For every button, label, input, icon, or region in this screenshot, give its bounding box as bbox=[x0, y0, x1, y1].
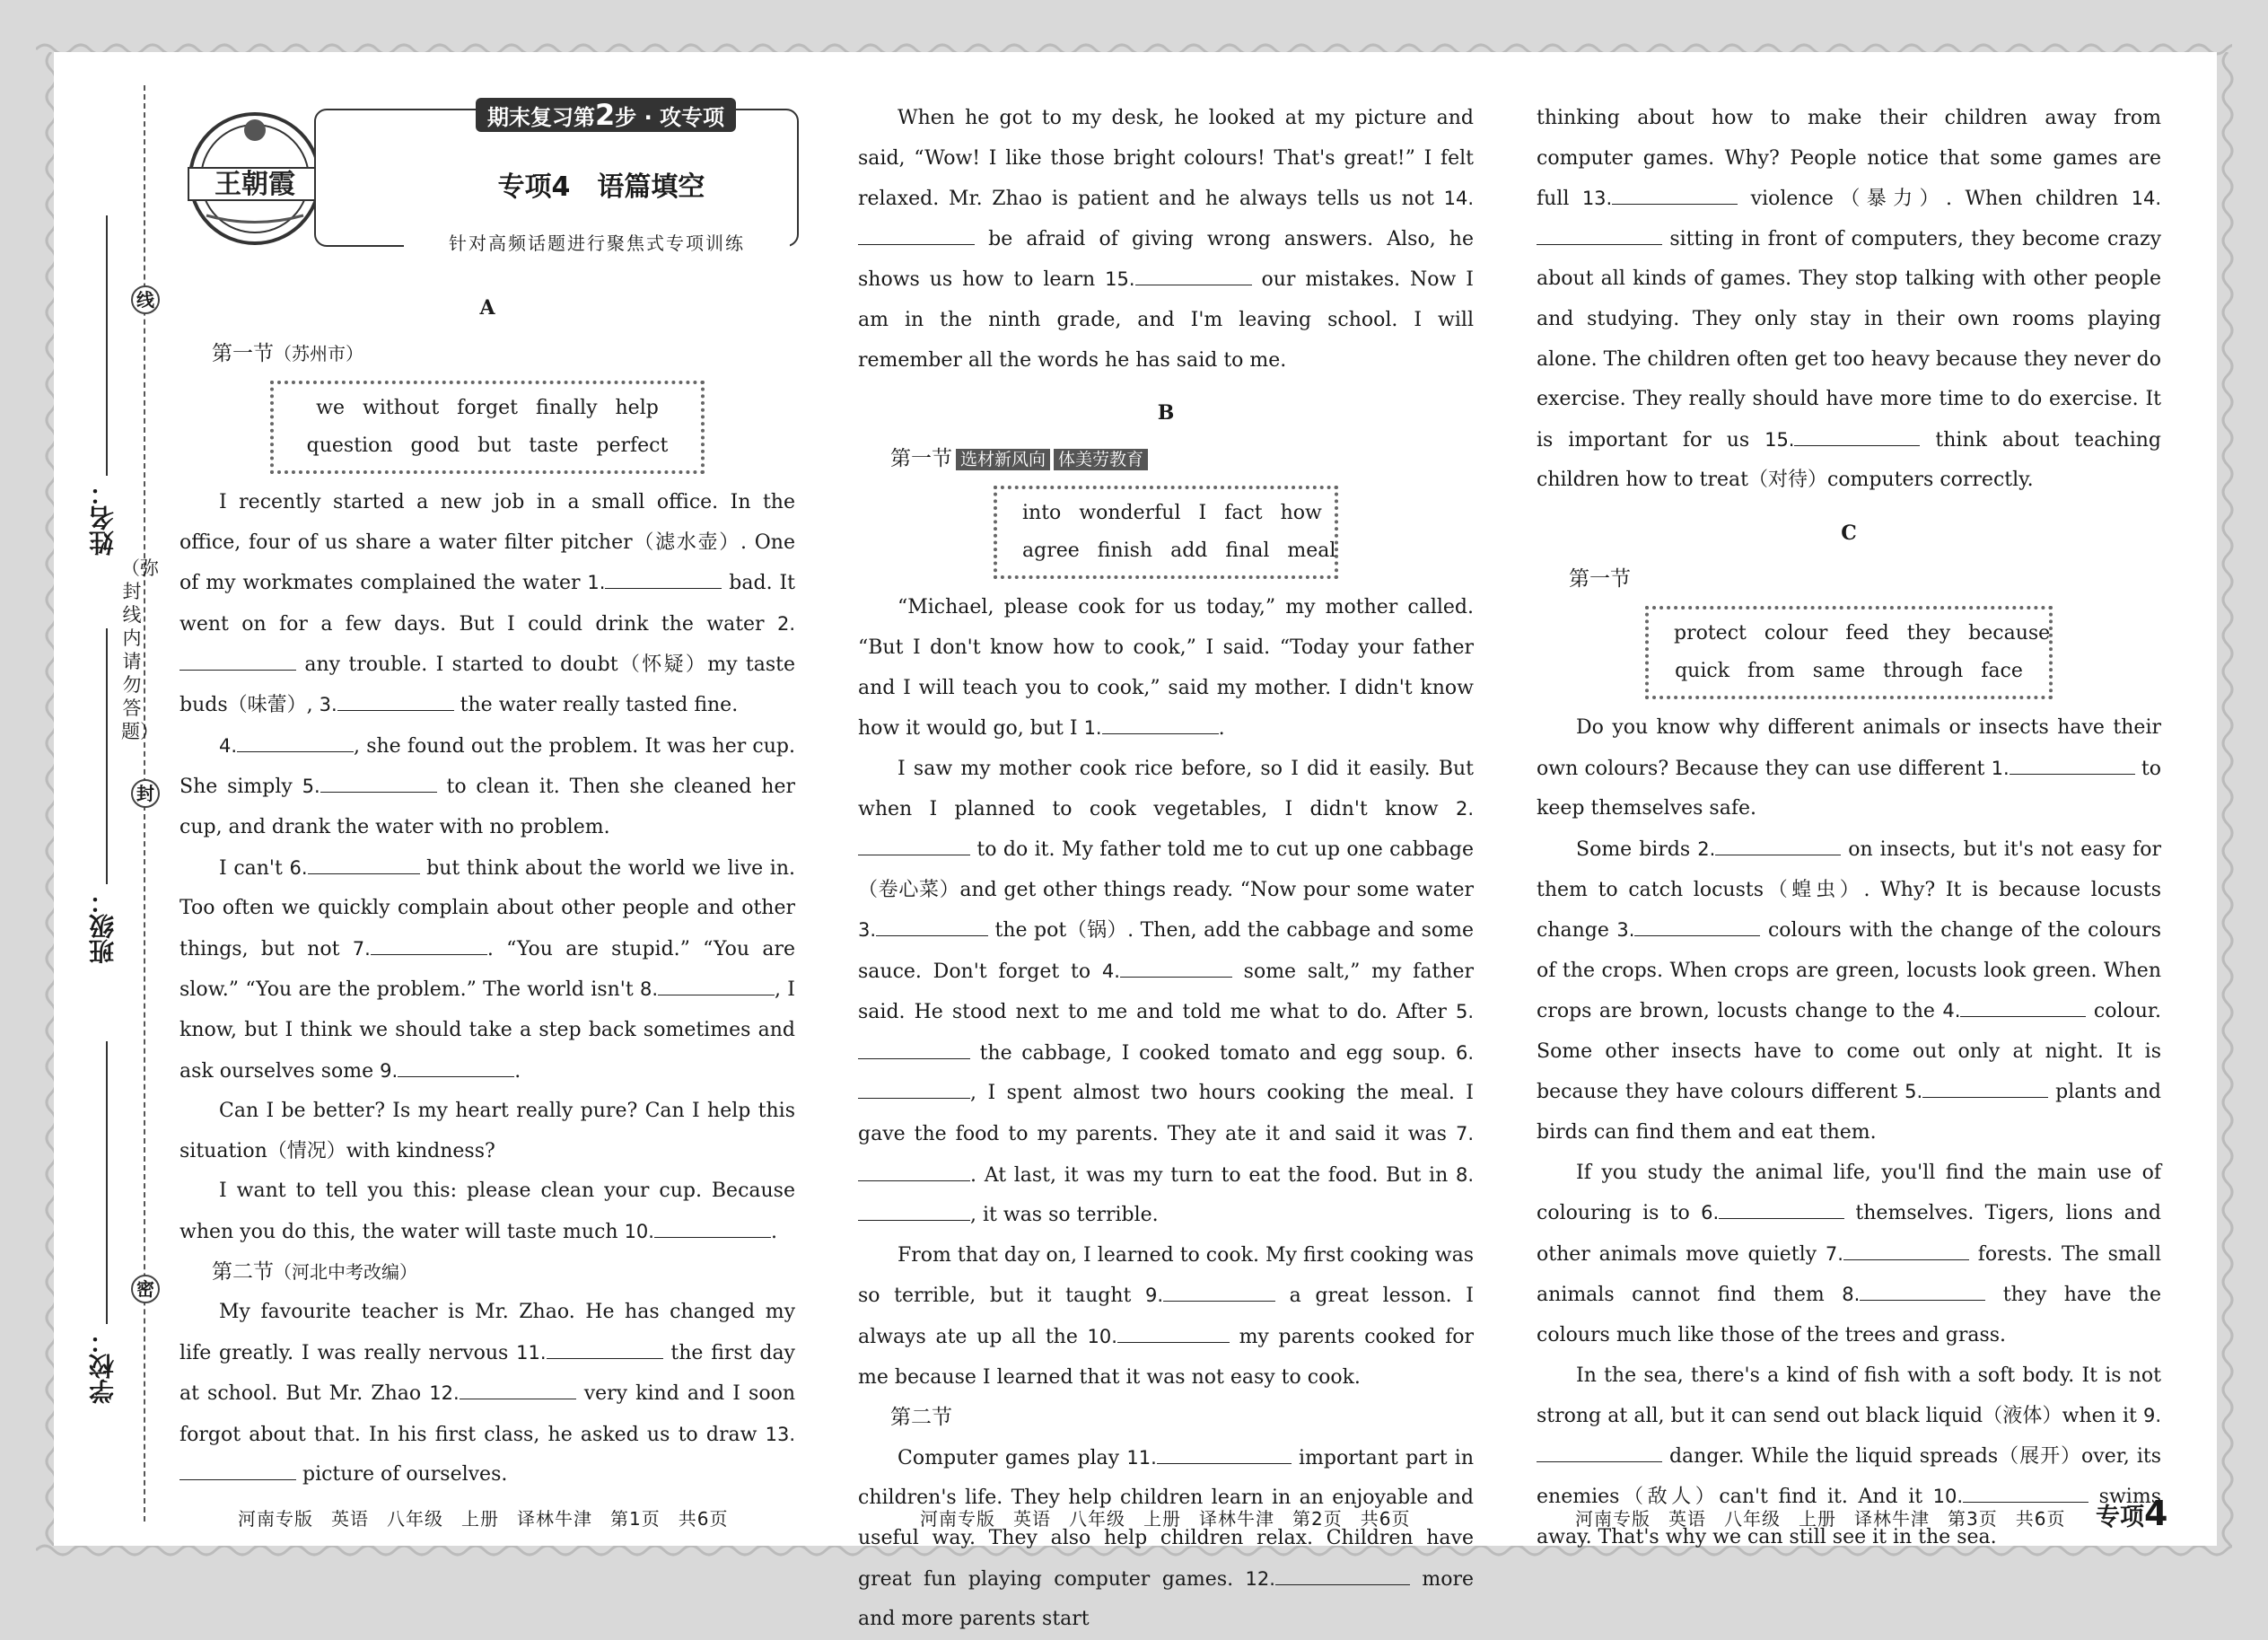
page-title: 专项4 语篇填空 bbox=[497, 171, 705, 203]
answer-blank[interactable] bbox=[858, 835, 970, 855]
passage-paragraph: Computer games play 11. important part in children's life. They help children learn in an enjoyable and useful way. They also help children relax. Children have great fun playing computer games. 12. more and more parents start bbox=[858, 1438, 1474, 1640]
word-bank-b bbox=[994, 486, 1338, 579]
binding-note: （弥封线内请勿答题） bbox=[121, 557, 159, 742]
answer-blank[interactable] bbox=[1715, 835, 1841, 855]
passage-paragraph: My favourite teacher is Mr. Zhao. He has changed my life greatly. I was really nervous 11. the first day at school. But Mr. Zhao 12. very kind and I soon forgot about that. In his first class, he asked us to draw 13. picture of ourselves. bbox=[180, 1301, 795, 1487]
answer-blank[interactable] bbox=[460, 1379, 576, 1399]
passage-paragraph: When he got to my desk, he looked at my picture and said, “Wow! I like those bright colours! That's great!” I felt relaxed. Mr. Zhao is patient and he always tells us not 14. be afraid of giving wrong answers. Also, he shows us how to learn 15. our mistakes. Now I am in the ninth grade, and I'm leaving school. I will remember all the words he has said to me. bbox=[858, 107, 1474, 372]
answer-blank[interactable] bbox=[371, 934, 487, 955]
answer-blank[interactable] bbox=[876, 916, 988, 936]
binding-mark-seal: 封 bbox=[131, 779, 160, 808]
answer-blank[interactable] bbox=[1963, 1482, 2088, 1503]
name-label: 姓名： bbox=[88, 480, 118, 556]
answer-blank[interactable] bbox=[1157, 1443, 1292, 1464]
school-label: 学校： bbox=[88, 1329, 118, 1404]
answer-blank[interactable] bbox=[1135, 265, 1252, 285]
answer-blank[interactable] bbox=[547, 1338, 663, 1359]
answer-blank[interactable] bbox=[1102, 714, 1219, 734]
page-footer-1: 河南专版 英语 八年级 上册 译林牛津 第1页 共6页 bbox=[238, 1508, 729, 1530]
passage-paragraph: 4. , she found out the problem. It was her cup. She simply 5. to clean it. Then she cleaned her cup, and drank the water with no problem. bbox=[180, 726, 795, 848]
section-a-part2-heading: 第二节（河北中考改编） bbox=[212, 1260, 417, 1285]
page-subtitle: 针对高频话题进行聚焦式专项训练 bbox=[404, 229, 790, 255]
answer-blank[interactable] bbox=[320, 772, 437, 793]
answer-blank[interactable] bbox=[237, 732, 354, 752]
answer-blank[interactable] bbox=[1163, 1281, 1275, 1302]
binding-mark-dense: 密 bbox=[131, 1275, 160, 1303]
answer-blank[interactable] bbox=[337, 690, 454, 711]
word-bank-a bbox=[270, 381, 705, 474]
word-bank-row-1: we without forget finally help bbox=[316, 397, 659, 420]
answer-blank[interactable] bbox=[858, 1039, 970, 1059]
column-2 bbox=[858, 99, 1474, 1640]
answer-blank[interactable] bbox=[1719, 1198, 1844, 1219]
page-footer-3: 河南专版 英语 八年级 上册 译林牛津 第3页 共6页 bbox=[1575, 1508, 2066, 1530]
passage-paragraph: I recently started a new job in a small office. In the office, four of us share a water filter pitcher（滤水壶）. One of my workmates complained the water 1. bad. It went on for a few days. But I could drink the water 2. any trouble. I started to doubt（怀疑）my taste buds（味蕾）, 3. the water really tasted fine. bbox=[180, 491, 795, 717]
passage-paragraph: I saw my mother cook rice before, so I did it easily. But when I planned to cook vegetables, I didn't know 2. to do it. My father told me to cut up one cabbage（卷心菜）and get other things ready. “Now pour some water 3. the pot（锅）. Then, add the cabbage and some sauce. Don't forget to 4. some salt,” my father said. He stood next to me and told me what to do. After 5. the cabbage, I cooked tomato and egg soup. 6., I spent almost two hours cooking the meal. I gave the food to my parents. They ate it and said it was 7.. At last, it was my turn to eat the food. But in 8., it was so terrible. bbox=[858, 757, 1474, 1227]
answer-blank[interactable] bbox=[1634, 916, 1760, 936]
answer-blank[interactable] bbox=[1960, 996, 2086, 1017]
passage-paragraph: I want to tell you this: please clean your cup. Because when you do this, the water will taste much 10. . bbox=[180, 1180, 795, 1243]
section-a-part1-heading: 第一节（苏州市） bbox=[212, 341, 363, 365]
class-field[interactable] bbox=[106, 628, 108, 884]
answer-blank[interactable] bbox=[858, 1078, 970, 1099]
answer-blank[interactable] bbox=[1537, 224, 1662, 245]
section-b-part2-heading: 第二节 bbox=[890, 1406, 952, 1430]
page-border-right bbox=[2214, 52, 2241, 1546]
passage-paragraph: Some birds 2. on insects, but it's not easy for them to catch locusts（蝗虫）. Why? It is because locusts change 3. colours with the change of the colours of the crops. When crops are green, locusts look green. When crops are brown, locusts change to the 4. colour. Some other insects have to come out only at night. It is because they have colours different 5. plants and birds can find them and eat them. bbox=[1537, 829, 2161, 1153]
topic-number-badge: 专项4 bbox=[2096, 1494, 2168, 1533]
answer-blank[interactable] bbox=[1612, 184, 1738, 205]
review-step-banner: 期末复习第2步 · 攻专项 bbox=[476, 98, 736, 132]
answer-blank[interactable] bbox=[398, 1057, 514, 1077]
passage-paragraph: In the sea, there's a kind of fish with a soft body. It is not strong at all, but it can send out black liquid（液体）when it 9. danger. While the liquid spreads（展开）over, its enemies（敌人）can't find it. And it 10. swims away. That's why we can still see it in the sea. bbox=[1537, 1364, 2161, 1548]
answer-blank[interactable] bbox=[2010, 754, 2135, 775]
answer-blank[interactable] bbox=[1860, 1280, 1985, 1301]
answer-blank[interactable] bbox=[180, 1460, 296, 1480]
column-1 bbox=[180, 283, 795, 1495]
section-b-heading: B bbox=[1157, 401, 1175, 425]
word-bank-row-2: quick from same through face bbox=[1675, 660, 2023, 683]
class-label: 班级： bbox=[88, 889, 118, 964]
section-b-part1-heading: 第一节 选材新风向 体美劳教育 bbox=[890, 439, 1474, 479]
section-c-part1-heading: 第一节 bbox=[1569, 566, 1631, 591]
answer-blank[interactable] bbox=[1922, 1077, 2048, 1098]
word-bank-row-1: into wonderful I fact how bbox=[1022, 502, 1322, 525]
answer-blank[interactable] bbox=[1794, 425, 1920, 446]
word-bank-c bbox=[1645, 606, 2053, 699]
passage-paragraph: Do you know why different animals or insects have their own colours? Because they can use different 1. to keep themselves safe. bbox=[1537, 716, 2161, 820]
answer-blank[interactable] bbox=[858, 1161, 970, 1181]
answer-blank[interactable] bbox=[1117, 1322, 1230, 1343]
section-a-heading: A bbox=[479, 296, 495, 320]
answer-blank[interactable] bbox=[658, 975, 775, 995]
new-trend-tag: 选材新风向 bbox=[956, 449, 1050, 470]
header-banner bbox=[180, 98, 795, 256]
answer-blank[interactable] bbox=[1120, 957, 1232, 978]
answer-blank[interactable] bbox=[605, 568, 722, 589]
section-c-heading: C bbox=[1841, 521, 1857, 545]
passage-paragraph: I can't 6. but think about the world we live in. Too often we quickly complain about other people and other things, but not 7. . “You are stupid.” “You are slow.” “You are the problem.” The world isn't 8. , I know, but I think we should take a step back sometimes and ask ourselves some 9. . bbox=[180, 848, 795, 1092]
word-bank-row-2: question good but taste perfect bbox=[306, 434, 669, 458]
education-tag: 体美劳教育 bbox=[1054, 449, 1148, 470]
name-field[interactable] bbox=[106, 215, 108, 476]
school-field[interactable] bbox=[106, 1041, 108, 1324]
passage-paragraph: “Michael, please cook for us today,” my mother called. “But I don't know how to cook,” I said. “Today your father and I will teach you to cook,” said my mother. I didn't know how it would go, but I 1. . bbox=[858, 596, 1474, 741]
answer-blank[interactable] bbox=[858, 224, 975, 245]
answer-blank[interactable] bbox=[1537, 1442, 1662, 1462]
page-footer-2: 河南专版 英语 八年级 上册 译林牛津 第2页 共6页 bbox=[920, 1508, 1411, 1530]
answer-blank[interactable] bbox=[308, 854, 420, 874]
word-bank-row-2: agree finish add final meal bbox=[1022, 539, 1336, 563]
svg-text:王朝霞: 王朝霞 bbox=[215, 169, 295, 200]
passage-paragraph: thinking about how to make their children away from computer games. Why? People notice that some games are full 13. violence（暴力）. When children 14. sitting in front of computers, they become crazy about all kinds of games. They stop talking with other people and studying. They only stay in their own rooms playing alone. The children often get too heavy because they never do exercise. They really should have more time to do exercise. It is important for us 15. think about teaching children how to treat（对待）computers correctly. bbox=[1537, 107, 2161, 492]
answer-blank[interactable] bbox=[858, 1200, 970, 1221]
answer-blank[interactable] bbox=[1275, 1565, 1410, 1585]
word-bank-row-1: protect colour feed they because bbox=[1674, 622, 2051, 645]
answer-blank[interactable] bbox=[1843, 1240, 1969, 1260]
answer-blank[interactable] bbox=[654, 1217, 771, 1238]
wangzhaoxia-logo-icon bbox=[180, 103, 330, 247]
answer-blank[interactable] bbox=[180, 650, 296, 671]
passage-paragraph: From that day on, I learned to cook. My first cooking was so terrible, but it taught 9. a great lesson. I always ate up all the 10. my parents cooked for me because I learned that it was not easy to cook. bbox=[858, 1243, 1474, 1389]
column-3 bbox=[1537, 99, 2161, 1558]
passage-paragraph: If you study the animal life, you'll find the main use of colouring is to 6. themselves. Tigers, lions and other animals move quietly 7. forests. The small animals cannot find them 8. they have the colours much like those of the trees and grass. bbox=[1537, 1161, 2161, 1347]
binding-mark-line: 线 bbox=[131, 285, 160, 314]
passage-paragraph: Can I be better? Is my heart really pure? Can I help this situation（情况）with kindness? bbox=[180, 1100, 795, 1162]
